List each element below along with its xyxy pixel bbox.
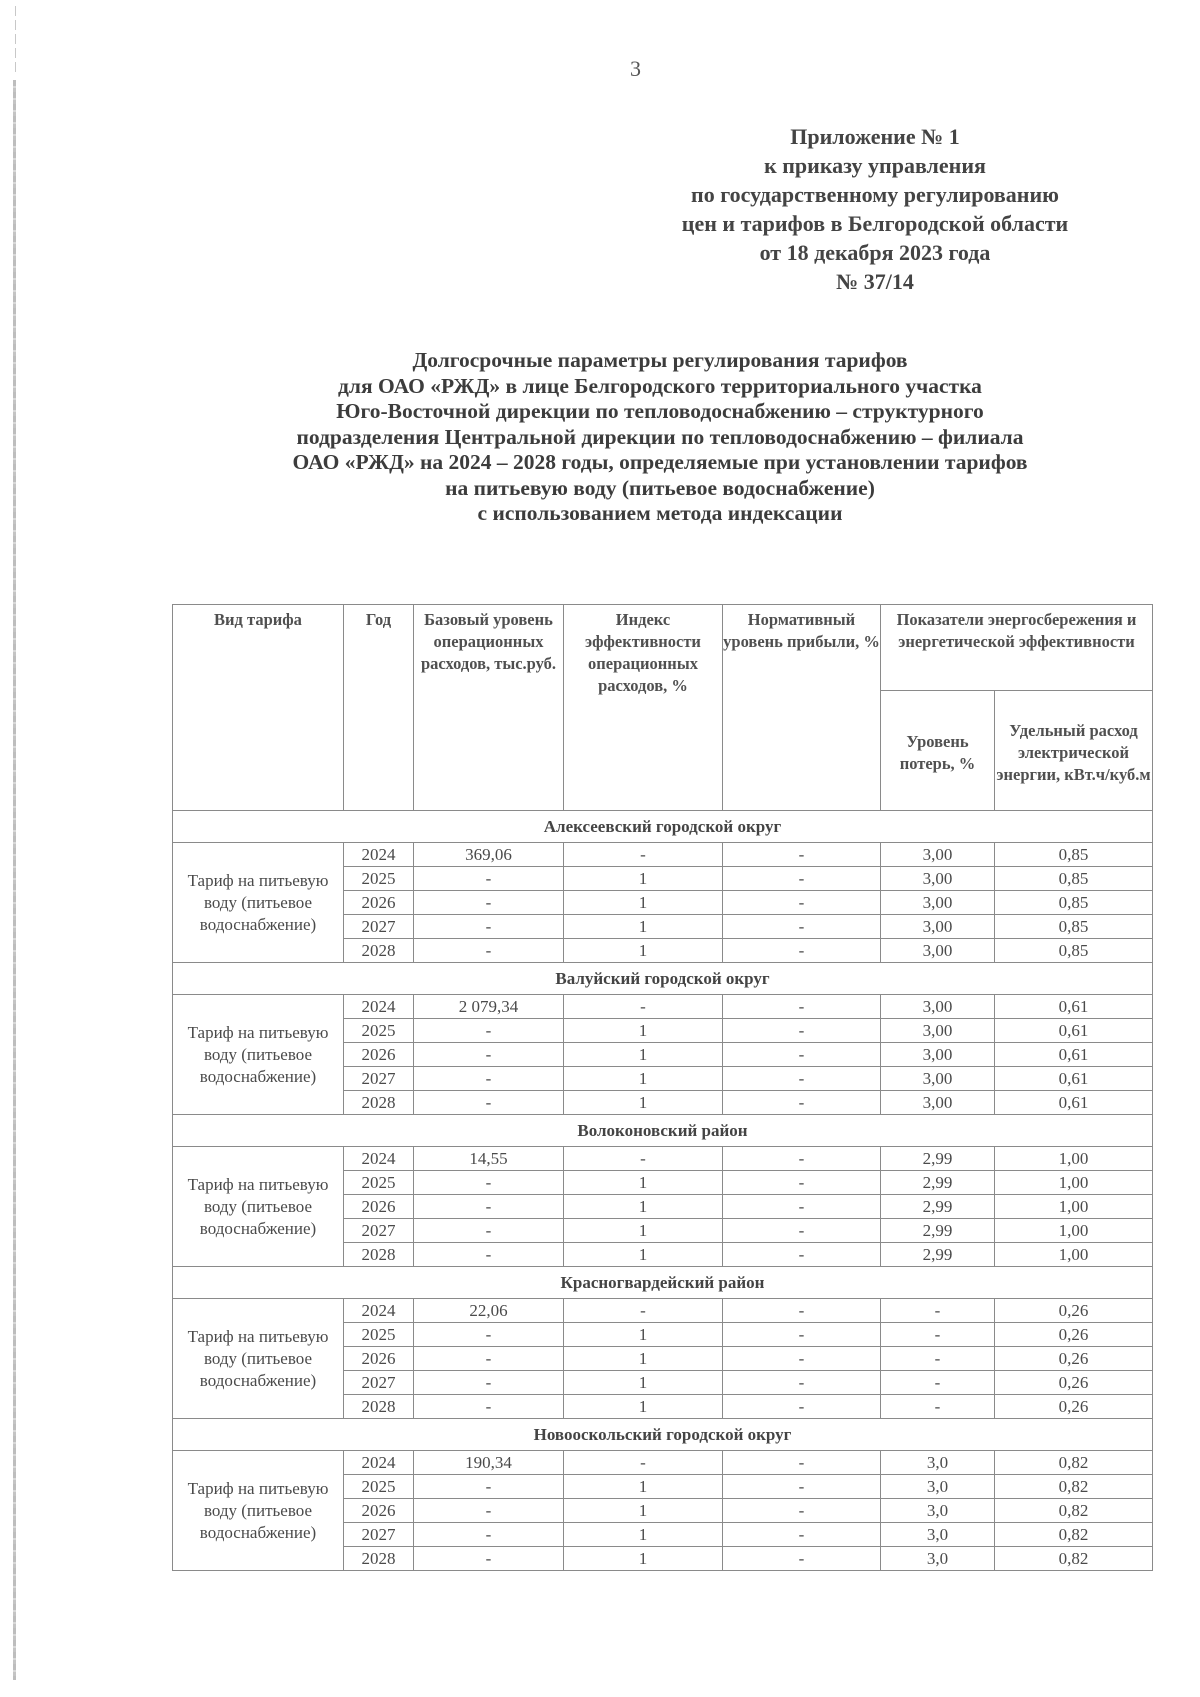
efficiency-index-cell: 1: [564, 1395, 723, 1419]
section-title: Алексеевский городской округ: [173, 811, 1153, 843]
specific-power-cell: 0,61: [995, 1067, 1153, 1091]
efficiency-index-cell: 1: [564, 1499, 723, 1523]
loss-level-cell: -: [881, 1347, 995, 1371]
profit-level-cell: -: [723, 867, 881, 891]
loss-level-cell: 3,00: [881, 1091, 995, 1115]
loss-level-cell: 2,99: [881, 1195, 995, 1219]
efficiency-index-cell: 1: [564, 1019, 723, 1043]
year-cell: 2024: [344, 843, 414, 867]
specific-power-cell: 0,82: [995, 1451, 1153, 1475]
title-line: подразделения Центральной дирекции по тепловодоснабжению – филиала: [296, 424, 1024, 449]
appendix-header: [620, 122, 1130, 296]
specific-power-cell: 0,26: [995, 1371, 1153, 1395]
base-opex-cell: -: [414, 939, 564, 963]
document-title: [150, 348, 1170, 527]
specific-power-cell: 0,26: [995, 1299, 1153, 1323]
year-cell: 2028: [344, 1091, 414, 1115]
header-loss-level: Уровень потерь, %: [881, 691, 995, 811]
table-row: [173, 1451, 1153, 1475]
year-cell: 2026: [344, 1347, 414, 1371]
section-title: Волоконовский район: [173, 1115, 1153, 1147]
efficiency-index-cell: 1: [564, 867, 723, 891]
title-line: с использованием метода индексации: [477, 501, 843, 525]
base-opex-cell: -: [414, 1091, 564, 1115]
year-cell: 2025: [344, 867, 414, 891]
profit-level-cell: -: [723, 1451, 881, 1475]
header-specific-power: Удельный расход электрической энергии, кВт.ч/куб.м: [995, 691, 1153, 811]
efficiency-index-cell: 1: [564, 1091, 723, 1115]
profit-level-cell: -: [723, 1019, 881, 1043]
year-cell: 2027: [344, 915, 414, 939]
profit-level-cell: -: [723, 1091, 881, 1115]
efficiency-index-cell: 1: [564, 1371, 723, 1395]
appendix-line: № 37/14: [836, 269, 914, 294]
tariff-type-cell: Тариф на питьевую воду (питьевое водоснабжение): [173, 843, 344, 963]
header-efficiency-index: Индекс эффективности операционных расходов, %: [564, 605, 723, 811]
header-profit-level: Нормативный уровень прибыли, %: [723, 605, 881, 811]
specific-power-cell: 0,82: [995, 1499, 1153, 1523]
scan-binding-strip: [0, 0, 22, 1697]
profit-level-cell: -: [723, 1371, 881, 1395]
profit-level-cell: -: [723, 1475, 881, 1499]
table-body: [173, 811, 1153, 1571]
specific-power-cell: 0,82: [995, 1547, 1153, 1571]
loss-level-cell: -: [881, 1299, 995, 1323]
header-base-opex: Базовый уровень операционных расходов, тыс.руб.: [414, 605, 564, 811]
loss-level-cell: 3,00: [881, 939, 995, 963]
title-line: ОАО «РЖД» на 2024 – 2028 годы, определяемые при установлении тарифов: [292, 450, 1028, 474]
section-title: Валуйский городской округ: [173, 963, 1153, 995]
base-opex-cell: -: [414, 1395, 564, 1419]
profit-level-cell: -: [723, 843, 881, 867]
section-title: Красногвардейский район: [173, 1267, 1153, 1299]
section-row: [173, 1267, 1153, 1299]
efficiency-index-cell: -: [564, 1299, 723, 1323]
section-row: [173, 1115, 1153, 1147]
title-line: Долгосрочные параметры регулирования тарифов: [412, 348, 908, 372]
loss-level-cell: -: [881, 1395, 995, 1419]
loss-level-cell: 3,0: [881, 1475, 995, 1499]
specific-power-cell: 0,26: [995, 1395, 1153, 1419]
profit-level-cell: -: [723, 1171, 881, 1195]
specific-power-cell: 0,85: [995, 843, 1153, 867]
efficiency-index-cell: 1: [564, 891, 723, 915]
base-opex-cell: -: [414, 1171, 564, 1195]
year-cell: 2025: [344, 1323, 414, 1347]
profit-level-cell: -: [723, 1547, 881, 1571]
efficiency-index-cell: 1: [564, 1243, 723, 1267]
year-cell: 2026: [344, 1043, 414, 1067]
specific-power-cell: 1,00: [995, 1219, 1153, 1243]
base-opex-cell: 369,06: [414, 843, 564, 867]
table-row: [173, 1299, 1153, 1323]
section-row: [173, 963, 1153, 995]
appendix-line: от 18 декабря 2023 года: [759, 240, 991, 265]
appendix-line: к приказу управления: [764, 153, 986, 178]
loss-level-cell: 3,00: [881, 867, 995, 891]
loss-level-cell: 3,00: [881, 915, 995, 939]
efficiency-index-cell: -: [564, 995, 723, 1019]
specific-power-cell: 0,82: [995, 1523, 1153, 1547]
specific-power-cell: 0,61: [995, 1043, 1153, 1067]
base-opex-cell: -: [414, 1347, 564, 1371]
specific-power-cell: 0,61: [995, 1091, 1153, 1115]
loss-level-cell: -: [881, 1371, 995, 1395]
header-year: Год: [344, 605, 414, 811]
year-cell: 2025: [344, 1171, 414, 1195]
base-opex-cell: -: [414, 1243, 564, 1267]
profit-level-cell: -: [723, 1043, 881, 1067]
loss-level-cell: 3,0: [881, 1499, 995, 1523]
title-line: на питьевую воду (питьевое водоснабжение): [445, 475, 875, 500]
profit-level-cell: -: [723, 1523, 881, 1547]
efficiency-index-cell: 1: [564, 1067, 723, 1091]
base-opex-cell: -: [414, 1219, 564, 1243]
specific-power-cell: 0,85: [995, 891, 1153, 915]
efficiency-index-cell: -: [564, 843, 723, 867]
specific-power-cell: 0,61: [995, 995, 1153, 1019]
efficiency-index-cell: 1: [564, 1219, 723, 1243]
profit-level-cell: -: [723, 1299, 881, 1323]
year-cell: 2026: [344, 1499, 414, 1523]
base-opex-cell: 190,34: [414, 1451, 564, 1475]
title-line: для ОАО «РЖД» в лице Белгородского территориального участка: [338, 373, 982, 398]
appendix-line: Приложение № 1: [790, 124, 960, 149]
loss-level-cell: 3,0: [881, 1547, 995, 1571]
efficiency-index-cell: 1: [564, 1171, 723, 1195]
base-opex-cell: -: [414, 1547, 564, 1571]
section-row: [173, 811, 1153, 843]
year-cell: 2026: [344, 1195, 414, 1219]
loss-level-cell: 3,00: [881, 995, 995, 1019]
base-opex-cell: 2 079,34: [414, 995, 564, 1019]
base-opex-cell: -: [414, 915, 564, 939]
tariff-type-cell: Тариф на питьевую воду (питьевое водоснабжение): [173, 995, 344, 1115]
specific-power-cell: 0,26: [995, 1347, 1153, 1371]
base-opex-cell: -: [414, 1523, 564, 1547]
efficiency-index-cell: 1: [564, 1475, 723, 1499]
base-opex-cell: -: [414, 1019, 564, 1043]
year-cell: 2025: [344, 1019, 414, 1043]
specific-power-cell: 0,82: [995, 1475, 1153, 1499]
year-cell: 2028: [344, 939, 414, 963]
profit-level-cell: -: [723, 1147, 881, 1171]
base-opex-cell: -: [414, 1195, 564, 1219]
loss-level-cell: 3,0: [881, 1523, 995, 1547]
section-row: [173, 1419, 1153, 1451]
page-number: 3: [630, 56, 641, 81]
loss-level-cell: 3,00: [881, 1043, 995, 1067]
base-opex-cell: -: [414, 867, 564, 891]
base-opex-cell: 22,06: [414, 1299, 564, 1323]
efficiency-index-cell: 1: [564, 1195, 723, 1219]
year-cell: 2024: [344, 1147, 414, 1171]
table-row: [173, 843, 1153, 867]
year-cell: 2024: [344, 1299, 414, 1323]
base-opex-cell: -: [414, 1323, 564, 1347]
efficiency-index-cell: 1: [564, 1547, 723, 1571]
year-cell: 2024: [344, 1451, 414, 1475]
specific-power-cell: 1,00: [995, 1195, 1153, 1219]
profit-level-cell: -: [723, 995, 881, 1019]
header-energy-group: Показатели энергосбережения и энергетической эффективности: [881, 605, 1153, 691]
specific-power-cell: 1,00: [995, 1243, 1153, 1267]
loss-level-cell: 3,0: [881, 1451, 995, 1475]
loss-level-cell: -: [881, 1323, 995, 1347]
specific-power-cell: 0,85: [995, 867, 1153, 891]
efficiency-index-cell: -: [564, 1451, 723, 1475]
specific-power-cell: 1,00: [995, 1171, 1153, 1195]
year-cell: 2027: [344, 1371, 414, 1395]
profit-level-cell: -: [723, 1499, 881, 1523]
year-cell: 2024: [344, 995, 414, 1019]
tariff-type-cell: Тариф на питьевую воду (питьевое водоснабжение): [173, 1451, 344, 1571]
loss-level-cell: 2,99: [881, 1219, 995, 1243]
tariff-parameters-table: [172, 604, 1153, 1571]
table-row: [173, 995, 1153, 1019]
year-cell: 2026: [344, 891, 414, 915]
year-cell: 2027: [344, 1219, 414, 1243]
profit-level-cell: -: [723, 891, 881, 915]
year-cell: 2025: [344, 1475, 414, 1499]
section-title: Новооскольский городской округ: [173, 1419, 1153, 1451]
specific-power-cell: 0,85: [995, 939, 1153, 963]
efficiency-index-cell: 1: [564, 1523, 723, 1547]
profit-level-cell: -: [723, 1347, 881, 1371]
base-opex-cell: -: [414, 1499, 564, 1523]
specific-power-cell: 0,26: [995, 1323, 1153, 1347]
year-cell: 2028: [344, 1395, 414, 1419]
year-cell: 2028: [344, 1243, 414, 1267]
tariff-type-cell: Тариф на питьевую воду (питьевое водоснабжение): [173, 1299, 344, 1419]
year-cell: 2028: [344, 1547, 414, 1571]
profit-level-cell: -: [723, 1243, 881, 1267]
header-tariff-type: Вид тарифа: [173, 605, 344, 811]
profit-level-cell: -: [723, 1323, 881, 1347]
profit-level-cell: -: [723, 1195, 881, 1219]
profit-level-cell: -: [723, 939, 881, 963]
loss-level-cell: 3,00: [881, 891, 995, 915]
appendix-line: по государственному регулированию: [691, 182, 1059, 207]
base-opex-cell: -: [414, 1067, 564, 1091]
base-opex-cell: -: [414, 1475, 564, 1499]
efficiency-index-cell: 1: [564, 915, 723, 939]
efficiency-index-cell: -: [564, 1147, 723, 1171]
table-row: [173, 1147, 1153, 1171]
efficiency-index-cell: 1: [564, 939, 723, 963]
year-cell: 2027: [344, 1523, 414, 1547]
specific-power-cell: 0,85: [995, 915, 1153, 939]
loss-level-cell: 3,00: [881, 1019, 995, 1043]
profit-level-cell: -: [723, 1067, 881, 1091]
year-cell: 2027: [344, 1067, 414, 1091]
loss-level-cell: 3,00: [881, 843, 995, 867]
specific-power-cell: 0,61: [995, 1019, 1153, 1043]
specific-power-cell: 1,00: [995, 1147, 1153, 1171]
loss-level-cell: 2,99: [881, 1243, 995, 1267]
efficiency-index-cell: 1: [564, 1347, 723, 1371]
loss-level-cell: 3,00: [881, 1067, 995, 1091]
base-opex-cell: -: [414, 891, 564, 915]
base-opex-cell: -: [414, 1371, 564, 1395]
profit-level-cell: -: [723, 915, 881, 939]
loss-level-cell: 2,99: [881, 1171, 995, 1195]
loss-level-cell: 2,99: [881, 1147, 995, 1171]
base-opex-cell: -: [414, 1043, 564, 1067]
tariff-type-cell: Тариф на питьевую воду (питьевое водоснабжение): [173, 1147, 344, 1267]
base-opex-cell: 14,55: [414, 1147, 564, 1171]
efficiency-index-cell: 1: [564, 1323, 723, 1347]
efficiency-index-cell: 1: [564, 1043, 723, 1067]
profit-level-cell: -: [723, 1395, 881, 1419]
title-line: Юго-Восточной дирекции по тепловодоснабжению – структурного: [336, 399, 984, 423]
profit-level-cell: -: [723, 1219, 881, 1243]
appendix-line: цен и тарифов в Белгородской области: [681, 211, 1069, 236]
